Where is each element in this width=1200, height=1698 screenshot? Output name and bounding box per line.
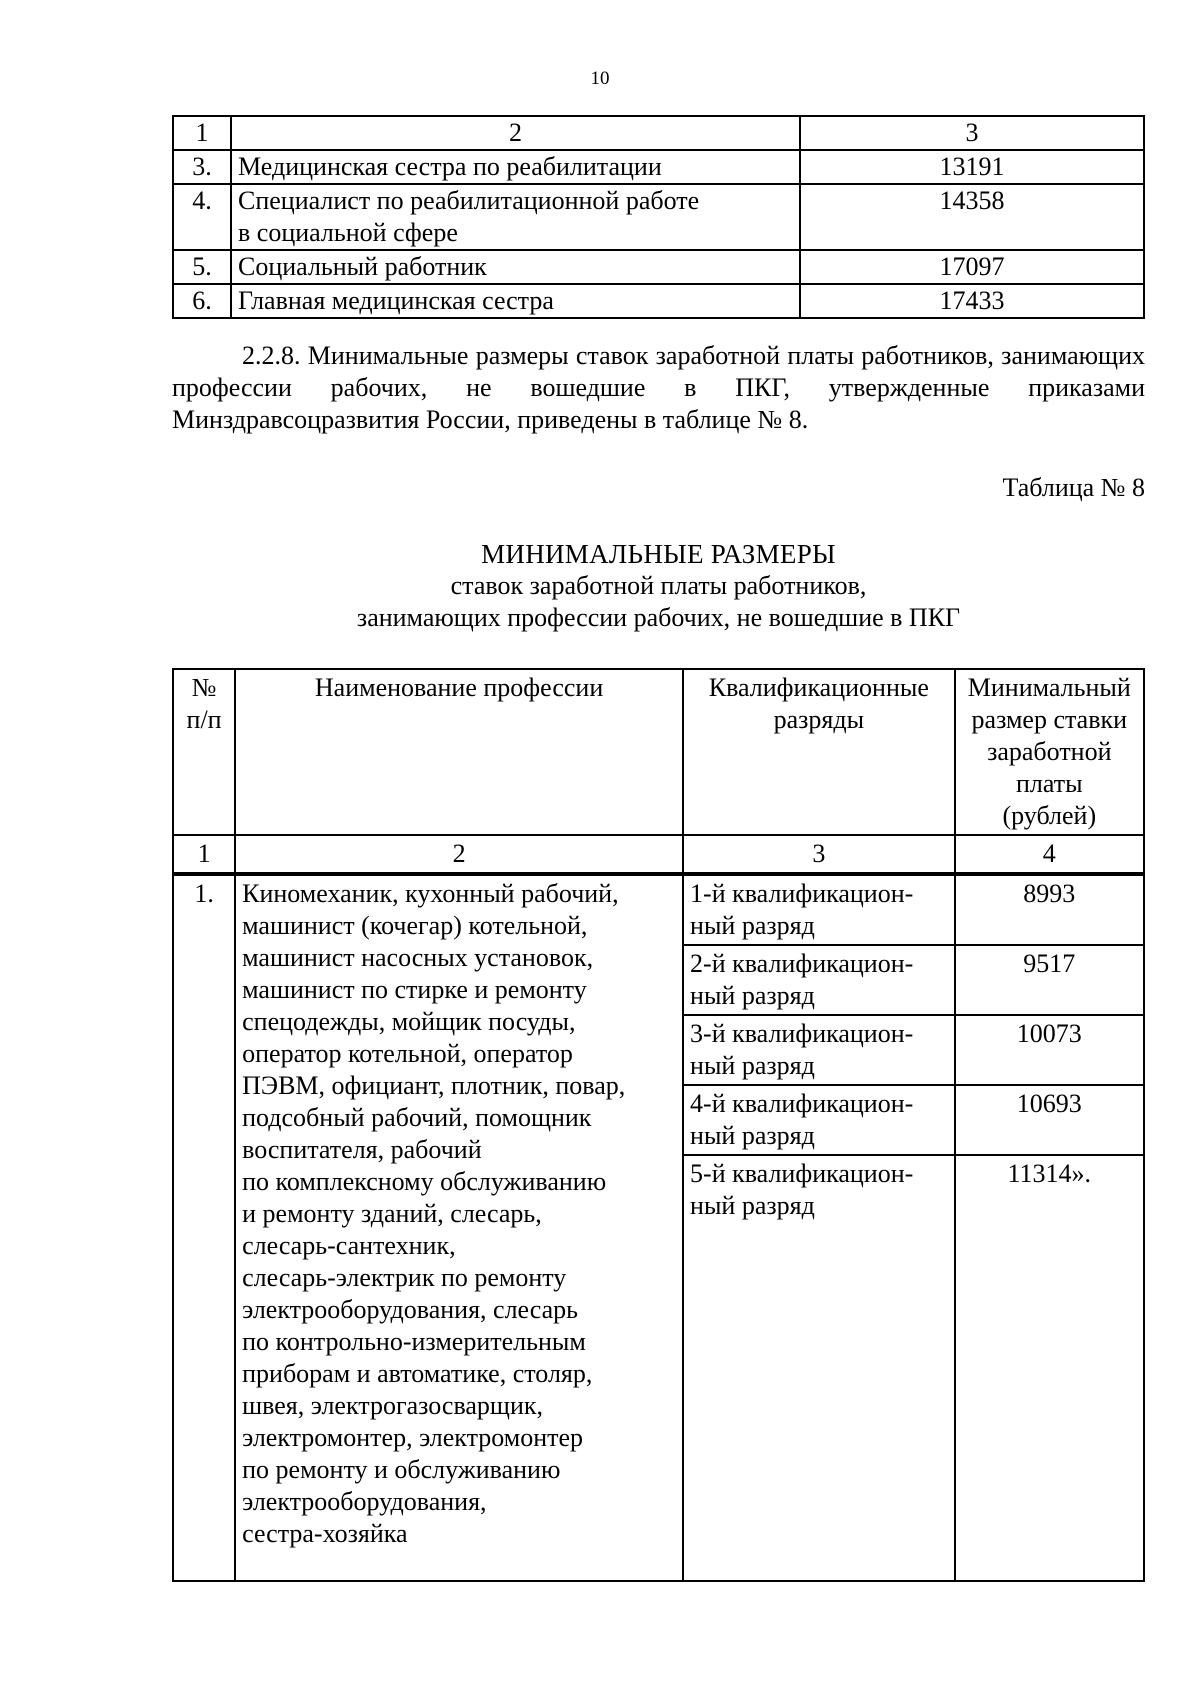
row-number: 5. bbox=[173, 250, 231, 284]
profession-line: по ремонту и обслуживанию bbox=[242, 1455, 561, 1484]
grade-label bbox=[683, 945, 955, 1015]
grade-line: 2-й квалификацион- bbox=[690, 949, 914, 978]
grade-line: ный разряд bbox=[690, 911, 815, 940]
profession-line: швея, электрогазосварщик, bbox=[242, 1391, 543, 1420]
header-profession: Наименование профессии bbox=[235, 669, 683, 835]
row-number: 3. bbox=[173, 150, 231, 184]
column-number: 3 bbox=[683, 835, 955, 874]
table-row bbox=[173, 874, 1144, 945]
paragraph-text: 2.2.8. Минимальные размеры ставок заработной платы работников, занимающих профессии рабочих, не вошедшие в ПКГ, утвержденные приказами Минздравсоцразвития России, приведены в таблице № 8. bbox=[172, 341, 1145, 434]
grade-line: ный разряд bbox=[690, 1191, 815, 1220]
profession-line: машинист насосных установок, bbox=[242, 943, 594, 972]
table-row bbox=[173, 250, 1144, 284]
profession-line: подсобный рабочий, помощник bbox=[242, 1103, 592, 1132]
profession-line: спецодежды, мойщик посуды, bbox=[242, 1007, 576, 1036]
grade-line: ный разряд bbox=[690, 1051, 815, 1080]
grade-line: 4-й квалификацион- bbox=[690, 1089, 914, 1118]
grade-line: 5-й квалификацион- bbox=[690, 1159, 914, 1188]
grade-label bbox=[683, 1155, 955, 1581]
salary-value: 13191 bbox=[800, 150, 1144, 184]
salary-value: 17433 bbox=[800, 284, 1144, 318]
position-name: Медицинская сестра по реабилитации bbox=[231, 150, 800, 184]
header-line: размер ставки bbox=[971, 705, 1128, 734]
salary-table-8 bbox=[172, 668, 1145, 1582]
column-number: 1 bbox=[173, 835, 235, 874]
profession-line: электрооборудования, bbox=[242, 1487, 487, 1516]
profession-line: воспитателя, рабочий bbox=[242, 1135, 482, 1164]
position-name: Социальный работник bbox=[231, 250, 800, 284]
header-line: разряды bbox=[773, 705, 865, 734]
grade-label bbox=[683, 1085, 955, 1155]
grade-salary: 8993 bbox=[955, 874, 1144, 945]
caption-subtitle: занимающих профессии рабочих, не вошедшие в ПКГ bbox=[356, 603, 961, 632]
profession-line: оператор котельной, оператор bbox=[242, 1039, 573, 1068]
position-name-line: Специалист по реабилитационной работе bbox=[238, 186, 700, 215]
row-number: 1. bbox=[173, 874, 235, 1581]
header-grades bbox=[683, 669, 955, 835]
column-number: 2 bbox=[235, 835, 683, 874]
grade-salary: 10073 bbox=[955, 1015, 1144, 1085]
profession-line: и ремонту зданий, слесарь, bbox=[242, 1199, 542, 1228]
row-number: 4. bbox=[173, 184, 231, 250]
grade-salary: 11314». bbox=[955, 1155, 1144, 1581]
position-name-line: в социальной сфере bbox=[238, 218, 458, 247]
profession-line: приборам и автоматике, столяр, bbox=[242, 1359, 593, 1388]
header-line: платы bbox=[1016, 769, 1083, 798]
grade-line: ный разряд bbox=[690, 981, 815, 1010]
salary-value: 14358 bbox=[800, 184, 1144, 250]
profession-line: по контрольно-измерительным bbox=[242, 1327, 586, 1356]
profession-line: машинист по стирке и ремонту bbox=[242, 975, 587, 1004]
caption-subtitle: ставок заработной платы работников, bbox=[450, 571, 867, 600]
table-row bbox=[173, 150, 1144, 184]
header-line: Минимальный bbox=[967, 673, 1131, 702]
grade-salary: 9517 bbox=[955, 945, 1144, 1015]
header-line: Квалификационные bbox=[708, 673, 929, 702]
header-line: п/п bbox=[186, 705, 222, 734]
section-paragraph bbox=[172, 340, 1145, 436]
header-number bbox=[173, 669, 235, 835]
header-cell: 2 bbox=[231, 116, 800, 150]
header-line: заработной bbox=[987, 737, 1112, 766]
grade-salary: 10693 bbox=[955, 1085, 1144, 1155]
table-header-row bbox=[173, 669, 1144, 835]
position-name: Главная медицинская сестра bbox=[231, 284, 800, 318]
profession-line: электрооборудования, слесарь bbox=[242, 1295, 578, 1324]
caption-title: МИНИМАЛЬНЫЕ РАЗМЕРЫ bbox=[481, 539, 836, 569]
salary-table-top bbox=[172, 115, 1145, 319]
header-cell: 1 bbox=[173, 116, 231, 150]
header-min-salary bbox=[955, 669, 1144, 835]
grade-line: ный разряд bbox=[690, 1121, 815, 1150]
profession-line: машинист (кочегар) котельной, bbox=[242, 911, 588, 940]
row-number: 6. bbox=[173, 284, 231, 318]
header-line: № bbox=[191, 673, 217, 702]
table-row bbox=[173, 284, 1144, 318]
profession-line: по комплексному обслуживанию bbox=[242, 1167, 607, 1196]
grade-label bbox=[683, 874, 955, 945]
column-numbering-row bbox=[173, 835, 1144, 874]
profession-line: слесарь-электрик по ремонту bbox=[242, 1263, 567, 1292]
position-name bbox=[231, 184, 800, 250]
table-row bbox=[173, 184, 1144, 250]
profession-line: слесарь-сантехник, bbox=[242, 1231, 456, 1260]
header-line: (рублей) bbox=[1002, 801, 1097, 830]
salary-value: 17097 bbox=[800, 250, 1144, 284]
profession-line: ПЭВМ, официант, плотник, повар, bbox=[242, 1071, 626, 1100]
table-caption bbox=[172, 538, 1145, 634]
profession-line: Киномеханик, кухонный рабочий, bbox=[242, 879, 619, 908]
page-number: 10 bbox=[590, 68, 610, 89]
profession-list bbox=[235, 874, 683, 1581]
table-label: Таблица № 8 bbox=[1002, 473, 1145, 502]
grade-line: 3-й квалификацион- bbox=[690, 1019, 914, 1048]
grade-line: 1-й квалификацион- bbox=[690, 879, 914, 908]
column-number: 4 bbox=[955, 835, 1144, 874]
profession-line: электромонтер, электромонтер bbox=[242, 1423, 584, 1452]
header-cell: 3 bbox=[800, 116, 1144, 150]
grade-label bbox=[683, 1015, 955, 1085]
table-header-row bbox=[173, 116, 1144, 150]
profession-line: сестра-хозяйка bbox=[242, 1519, 408, 1548]
